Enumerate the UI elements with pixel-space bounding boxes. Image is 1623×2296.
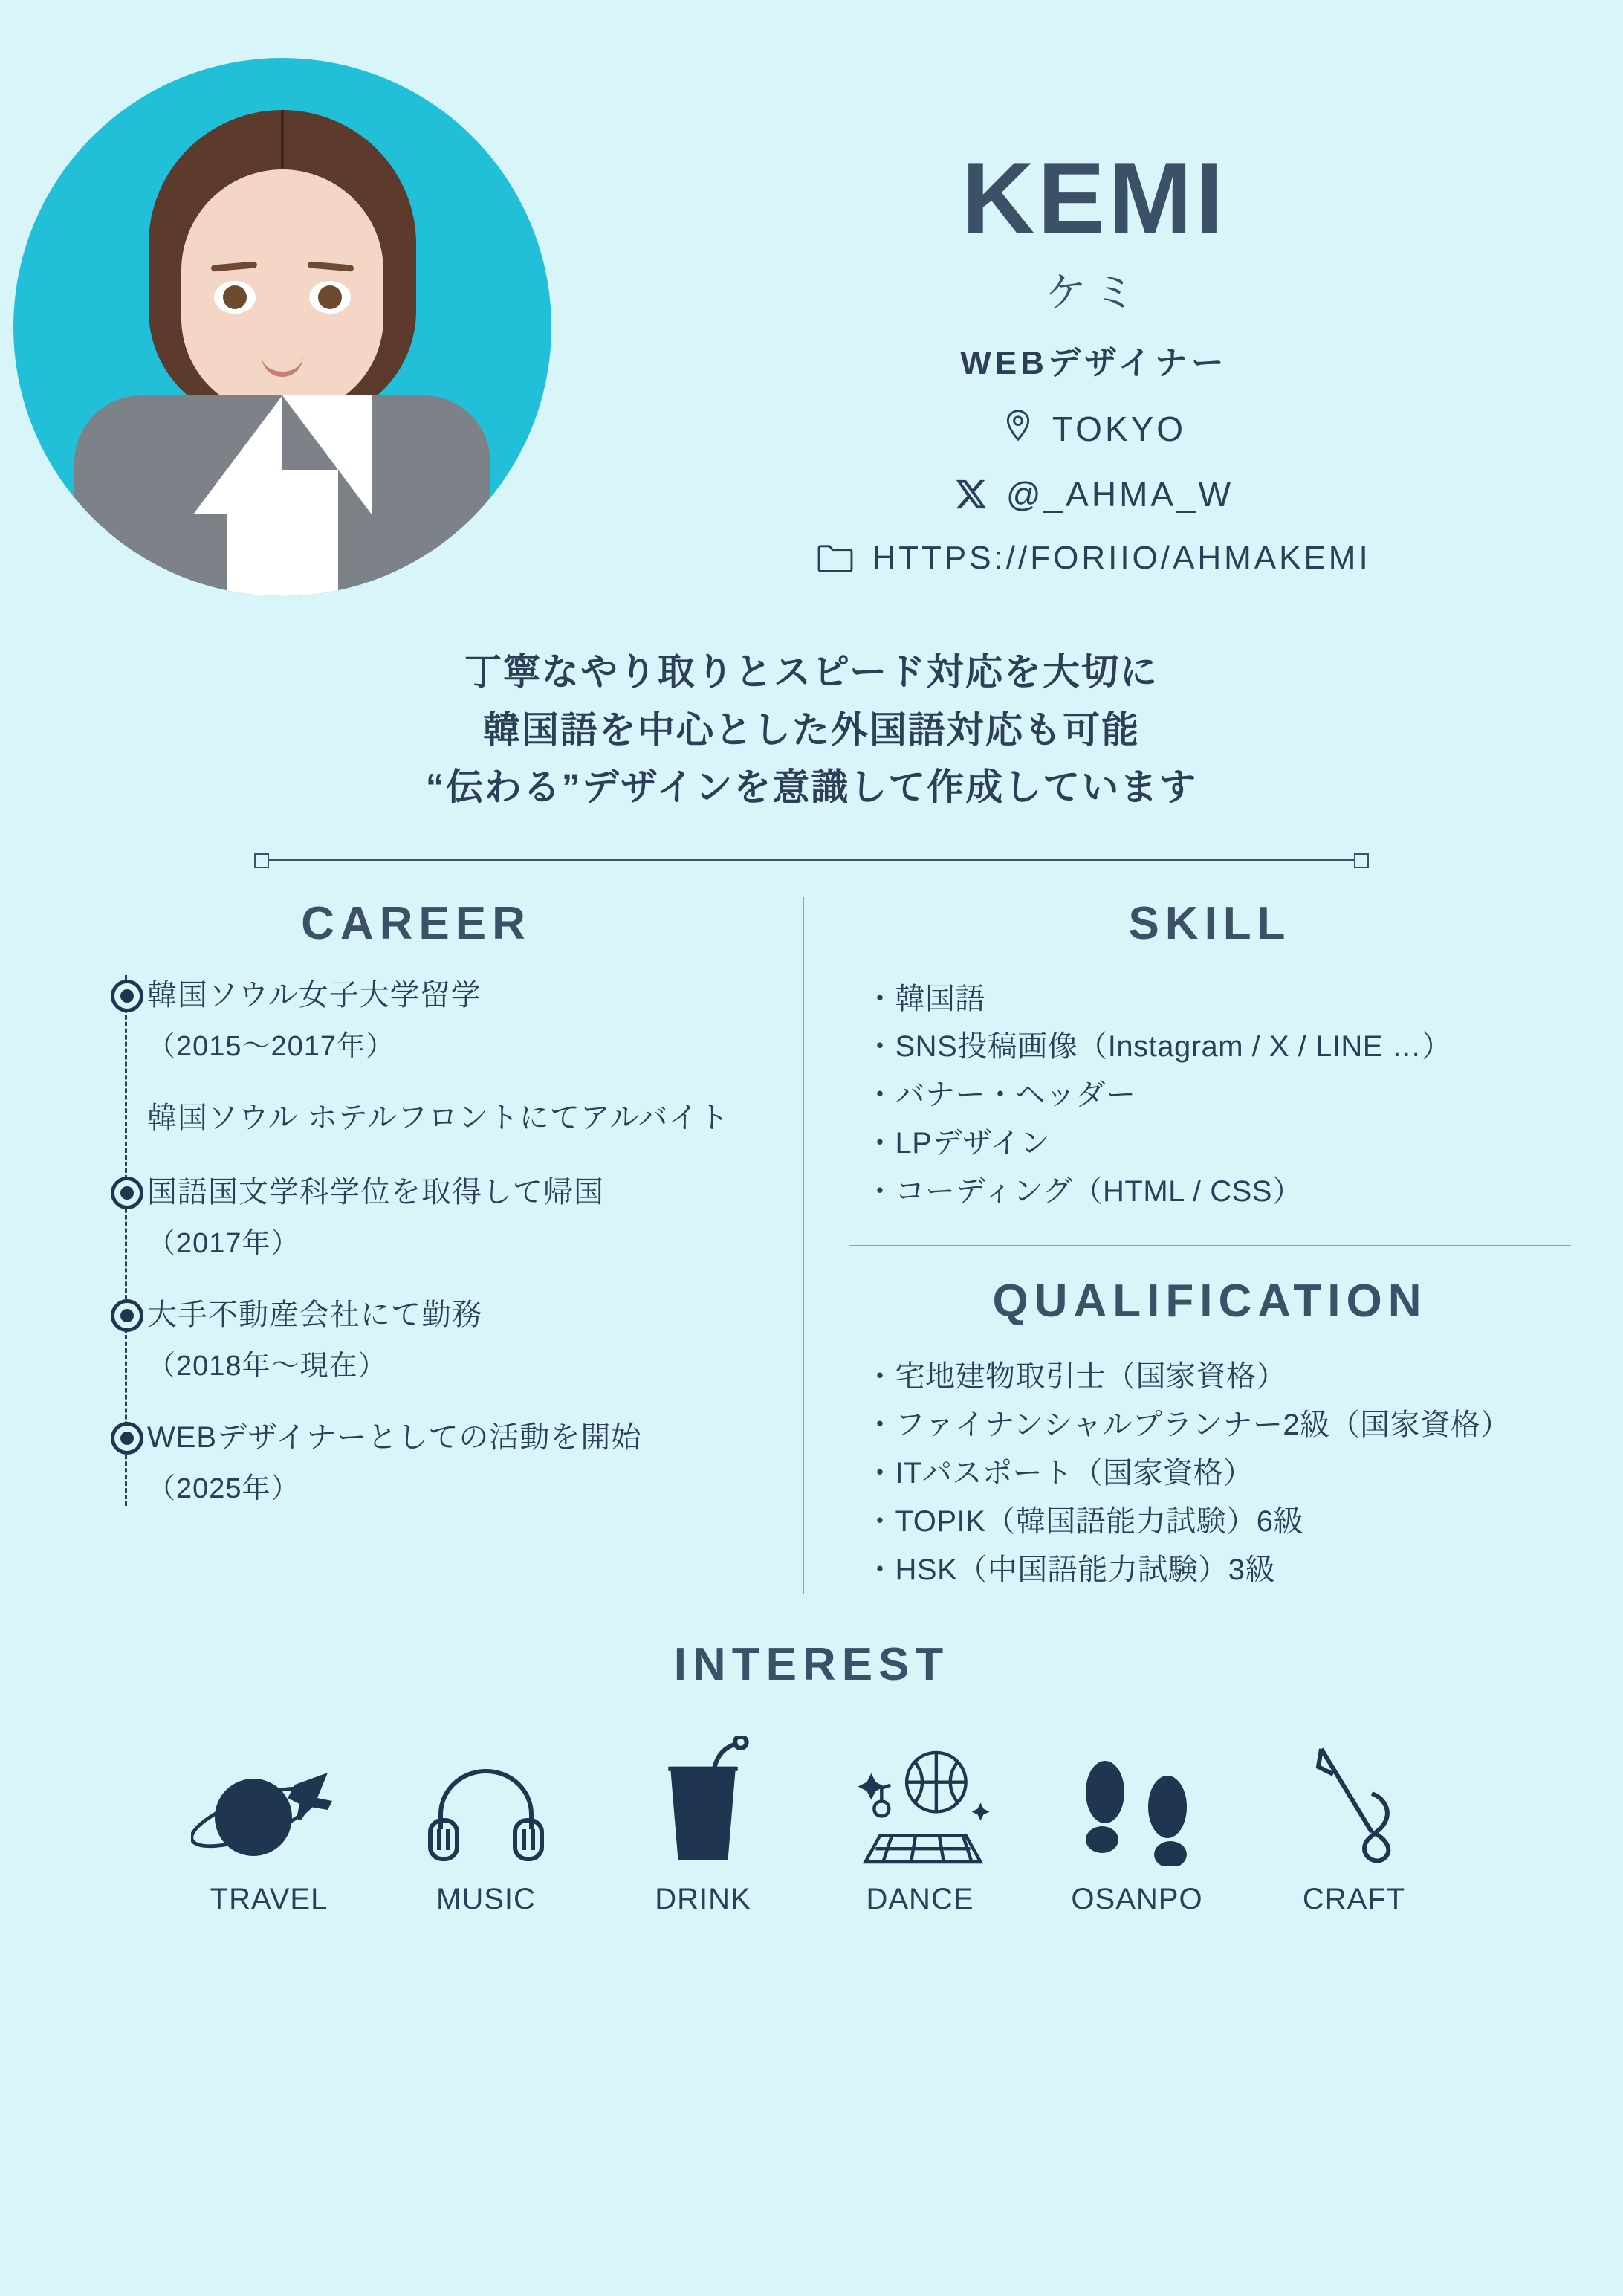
timeline-dot-icon [111, 980, 143, 1012]
timeline-dot-icon [111, 1422, 143, 1455]
location-row [565, 409, 1623, 449]
timeline-dot-icon [111, 1177, 143, 1209]
needle-thread-icon [1272, 1733, 1436, 1866]
skill-qualification-divider [849, 1245, 1571, 1246]
timeline-item [147, 1295, 780, 1383]
timeline-item-period: （2015〜2017年） [147, 1030, 395, 1062]
drink-glass-icon [621, 1733, 785, 1866]
qualification-list [849, 1353, 1571, 1594]
map-pin-icon [1002, 409, 1034, 449]
list-item: ・宅地建物取引士（国家資格） [865, 1360, 1286, 1394]
timeline-item-period: （2017年） [147, 1227, 300, 1259]
list-item: ・バナー・ヘッダー [865, 1079, 1136, 1112]
avatar-mouth [262, 355, 303, 377]
timeline-dot-icon [111, 1299, 143, 1332]
timeline-item-title: WEBデザイナーとしての活動を開始 [147, 1420, 642, 1454]
interest-section [0, 1638, 1623, 1916]
avatar-eye-right [309, 281, 351, 314]
x-handle-text: @_AHMA_W [1005, 475, 1234, 514]
timeline-item-title: 国語国文学科学位を取得して帰国 [147, 1175, 604, 1209]
tagline [0, 644, 1623, 817]
name-kana: ケミ [1045, 269, 1143, 316]
list-item: ・LPデザイン [865, 1126, 1051, 1160]
career-timeline [52, 975, 780, 1506]
timeline-item [147, 1172, 780, 1261]
portfolio-text: HTTPS://FORIIO/AHMAKEMI [872, 540, 1371, 576]
avatar-collar-right [282, 395, 372, 514]
folder-icon [817, 543, 854, 574]
tagline-line-3: “伝わる”デザインを意識して作成しています [425, 766, 1198, 808]
interest-item-dance [838, 1733, 1002, 1916]
career-section [52, 897, 803, 1594]
list-item: ・ITパスポート（国家資格） [865, 1457, 1254, 1490]
portfolio-row[interactable] [565, 540, 1623, 577]
footprints-icon [1055, 1733, 1219, 1866]
timeline-item-period: （2025年） [147, 1472, 300, 1504]
identity-block [565, 58, 1623, 577]
tagline-line-2: 韓国語を中心とした外国語対応も可能 [483, 708, 1140, 751]
tagline-line-1: 丁寧なやり取りとスピード対応を大切に [464, 651, 1159, 693]
skill-list [849, 975, 1571, 1216]
list-item: ・韓国語 [865, 982, 985, 1015]
interest-item-craft [1272, 1733, 1436, 1916]
x-logo-icon [954, 477, 988, 511]
x-handle-row[interactable] [565, 474, 1623, 514]
skill-title: SKILL [1128, 897, 1292, 949]
interest-item-osanpo [1055, 1733, 1219, 1916]
interest-label: OSANPO [1071, 1883, 1203, 1916]
planet-airplane-icon [187, 1733, 351, 1866]
interest-label: DANCE [866, 1883, 974, 1916]
skill-qualification-section [803, 897, 1571, 1594]
timeline-item-title: 韓国ソウル女子大学留学 [147, 978, 482, 1012]
main-columns [0, 897, 1623, 1594]
list-item: ・コーディング（HTML / CSS） [865, 1174, 1303, 1208]
avatar-brow-right [308, 261, 354, 271]
divider-cap-left [254, 853, 269, 868]
avatar-face [181, 169, 383, 415]
avatar-brow-left [211, 261, 258, 271]
interest-label: MUSIC [436, 1883, 536, 1916]
interest-label: CRAFT [1302, 1883, 1406, 1916]
timeline-item [147, 975, 780, 1064]
timeline-item-period: （2018年〜現在） [147, 1350, 387, 1382]
timeline-item-title: 大手不動産会社にて勤務 [147, 1298, 482, 1331]
header [0, 0, 1623, 596]
timeline-item [147, 1098, 780, 1138]
interest-title: INTEREST [673, 1639, 950, 1691]
interest-item-travel [187, 1733, 351, 1916]
interest-row [0, 1733, 1623, 1916]
interest-label: DRINK [655, 1883, 751, 1916]
location-text: TOKYO [1052, 410, 1187, 448]
career-title: CAREER [301, 897, 531, 949]
avatar-collar-left [193, 395, 282, 514]
section-divider [254, 853, 1369, 867]
list-item: ・ファイナンシャルプランナー2級（国家資格） [865, 1409, 1511, 1442]
timeline-item [147, 1417, 780, 1506]
role-label: WEBデザイナー [960, 345, 1228, 381]
interest-item-music [404, 1733, 568, 1916]
disco-ball-icon [838, 1733, 1002, 1866]
avatar [13, 58, 551, 596]
avatar-wrap [0, 58, 565, 596]
divider-cap-right [1354, 853, 1369, 868]
interest-item-drink [621, 1733, 785, 1916]
avatar-eye-left [214, 281, 256, 314]
headphones-icon [404, 1733, 568, 1866]
page-title: KEMI [962, 141, 1226, 254]
divider-line [254, 859, 1369, 861]
list-item: ・SNS投稿画像（Instagram / X / LINE …） [865, 1030, 1452, 1064]
list-item: ・TOPIK（韓国語能力試験）6級 [865, 1504, 1304, 1538]
interest-label: TRAVEL [210, 1883, 328, 1916]
timeline-item-title: 韓国ソウル ホテルフロントにてアルバイト [147, 1101, 730, 1134]
list-item: ・HSK（中国語能力試験）3級 [865, 1553, 1275, 1586]
qualification-title: QUALIFICATION [992, 1275, 1428, 1328]
